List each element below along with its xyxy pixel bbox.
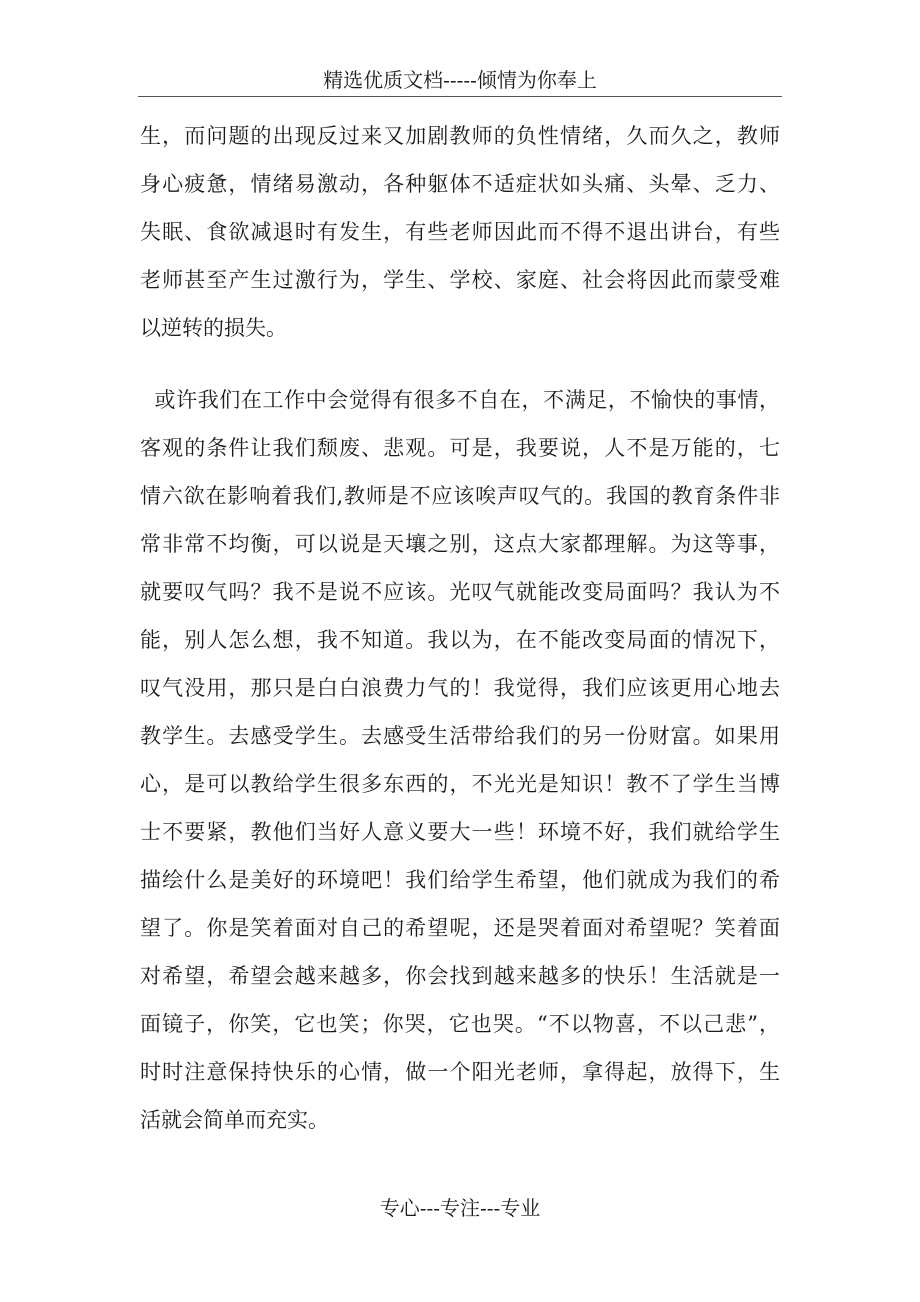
text-line: 叹气没用，那只是白白浪费力气的！我觉得，我们应该更用心地去 [140, 676, 780, 700]
text-line: 老师甚至产生过激行为，学生、学校、家庭、社会将因此而蒙受难 [140, 268, 780, 292]
text-line: 客观的条件让我们颓废、悲观。可是，我要说，人不是万能的，七 [140, 436, 780, 460]
document-body [140, 118, 780, 1150]
text-line: 或许我们在工作中会觉得有很多不自在，不满足，不愉快的事情， [140, 388, 780, 412]
text-line: 生，而问题的出现反过来又加剧教师的负性情绪，久而久之，教师 [140, 124, 780, 148]
text-line: 心，是可以教给学生很多东西的，不光光是知识！教不了学生当博 [140, 772, 780, 796]
text-line: 就要叹气吗？我不是说不应该。光叹气就能改变局面吗？我认为不 [140, 580, 780, 604]
page-footer: 专心---专注---专业 [379, 1196, 541, 1220]
paragraph-2 [140, 382, 780, 1150]
text-line: 活就会简单而充实。 [140, 1108, 329, 1132]
text-line: 士不要紧，教他们当好人意义要大一些！环境不好，我们就给学生 [140, 820, 780, 844]
text-line: 常非常不均衡，可以说是天壤之别，这点大家都理解。为这等事， [140, 532, 780, 556]
text-line: 对希望，希望会越来越多，你会找到越来越多的快乐！生活就是一 [140, 964, 780, 988]
paragraph-1 [140, 118, 780, 358]
text-line: 失眠、食欲减退时有发生，有些老师因此而不得不退出讲台，有些 [140, 220, 780, 244]
text-line: 情六欲在影响着我们,教师是不应该唉声叹气的。我国的教育条件非 [140, 484, 780, 508]
text-line: 以逆转的损失。 [140, 316, 287, 340]
page-header: 精选优质文档-----倾情为你奉上 [323, 68, 597, 92]
header-divider [138, 96, 782, 97]
text-line: 教学生。去感受学生。去感受生活带给我们的另一份财富。如果用 [140, 724, 780, 748]
text-line: 身心疲惫，情绪易激动，各种躯体不适症状如头痛、头晕、乏力、 [140, 172, 780, 196]
paragraph-spacer [140, 358, 780, 382]
text-line: 时时注意保持快乐的心情，做一个阳光老师，拿得起，放得下，生 [140, 1060, 780, 1084]
text-line: 能，别人怎么想，我不知道。我以为，在不能改变局面的情况下， [140, 628, 780, 652]
text-line: 描绘什么是美好的环境吧！我们给学生希望，他们就成为我们的希 [140, 868, 780, 892]
text-line: 面镜子，你笑，它也笑；你哭，它也哭。“不以物喜，不以己悲”， [140, 1012, 780, 1036]
text-line: 望了。你是笑着面对自己的希望呢，还是哭着面对希望呢？笑着面 [140, 916, 780, 940]
